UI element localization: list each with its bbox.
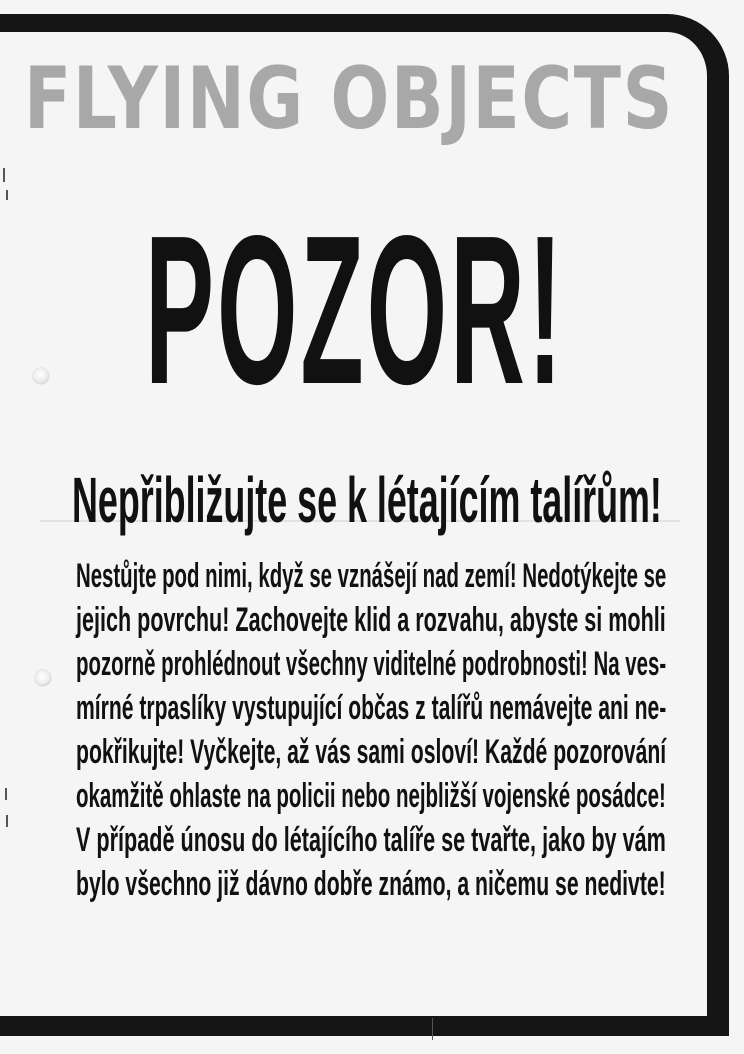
poster-subtitle: FLYING OBJECTS bbox=[24, 49, 675, 149]
scan-mark bbox=[3, 168, 5, 182]
body-line: bylo všechno již dávno dobře známo, a ničemu se nedivte! bbox=[76, 865, 666, 903]
body-line: jejich povrchu! Zachovejte klid a rozvahu, abyste si mohli bbox=[76, 601, 666, 639]
warning-heading: Nepřibližujte se k létajícím talířům! bbox=[72, 464, 662, 536]
scan-mark bbox=[5, 788, 7, 800]
body-line: Nestůjte pod nimi, když se vznášejí nad zemí! Nedotýkejte se bbox=[76, 557, 667, 595]
scan-mark bbox=[6, 190, 8, 200]
warning-body bbox=[76, 554, 672, 906]
poster-headline bbox=[145, 191, 566, 428]
headline-text: POZOR! bbox=[145, 191, 566, 428]
body-line: pokřikujte! Vyčkejte, až vás sami osloví! Každé pozorování bbox=[76, 733, 667, 771]
body-line: V případě únosu do létajícího talíře se tvařte, jako by vám bbox=[76, 821, 666, 859]
scan-mark bbox=[6, 815, 8, 827]
body-line: pozorně prohlédnout všechny viditelné podrobnosti! Na ves- bbox=[76, 645, 667, 683]
body-line: mírné trpaslíky vystupující občas z talířů nemávejte ani ne- bbox=[76, 689, 667, 727]
binder-hole-top bbox=[33, 368, 49, 384]
scan-mark bbox=[432, 1018, 433, 1040]
binder-hole-bottom bbox=[35, 670, 51, 686]
body-line: okamžitě ohlaste na policii nebo nejbližší vojenské posádce! bbox=[76, 777, 666, 815]
